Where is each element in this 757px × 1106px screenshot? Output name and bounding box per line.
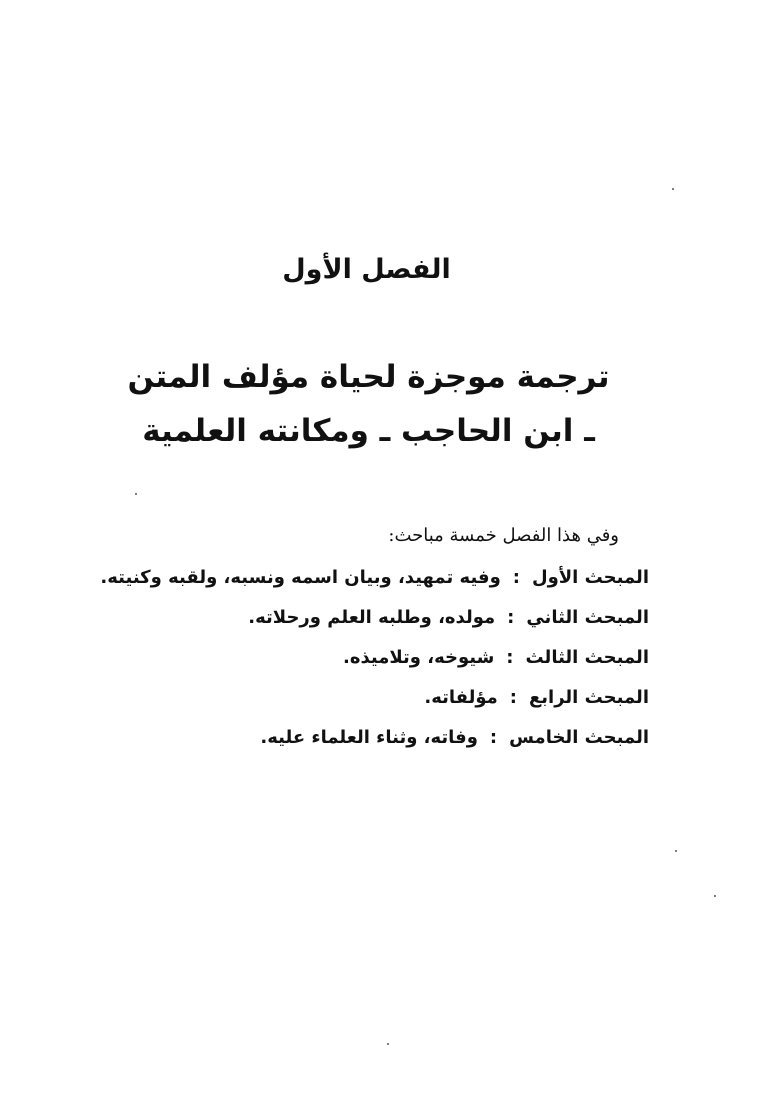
section-name: المبحث الثاني: [526, 607, 649, 628]
section-description: وفيه تمهيد، وبيان اسمه ونسبه، ولقبه وكنيته.: [100, 567, 501, 588]
section-item: [100, 678, 649, 718]
section-description: وفاته، وثناء العلماء عليه.: [260, 727, 478, 748]
chapter-title-line-1: ترجمة موجزة لحياة مؤلف المتن: [127, 359, 610, 395]
section-item: [100, 598, 649, 638]
chapter-title-line-2: ـ ابن الحاجب ـ ومكانته العلمية: [142, 413, 595, 449]
scan-speck: [714, 895, 716, 897]
chapter-title: [0, 350, 757, 458]
section-separator: :: [506, 647, 514, 668]
section-item: [100, 558, 649, 598]
chapter-label: الفصل الأول: [282, 254, 451, 285]
section-name: المبحث الخامس: [509, 727, 649, 748]
section-name: المبحث الرابع: [529, 687, 649, 708]
section-separator: :: [489, 727, 498, 748]
section-description: مولده، وطلبه العلم ورحلاته.: [248, 607, 496, 628]
section-item: [100, 718, 649, 758]
section-description: مؤلفاته.: [424, 687, 498, 708]
scan-speck: [675, 850, 677, 852]
scan-speck: [387, 1043, 389, 1045]
section-item: [100, 638, 649, 678]
sections-list: [100, 558, 649, 758]
section-name: المبحث الأول: [531, 567, 649, 588]
section-separator: :: [507, 607, 515, 628]
section-description: شيوخه، وتلاميذه.: [343, 647, 495, 668]
scan-speck: [135, 493, 137, 495]
scan-speck: [672, 188, 674, 190]
section-separator: :: [509, 687, 517, 708]
section-separator: :: [512, 567, 520, 588]
sections-intro: وفي هذا الفصل خمسة مباحث:: [388, 525, 619, 546]
section-name: المبحث الثالث: [525, 647, 649, 668]
